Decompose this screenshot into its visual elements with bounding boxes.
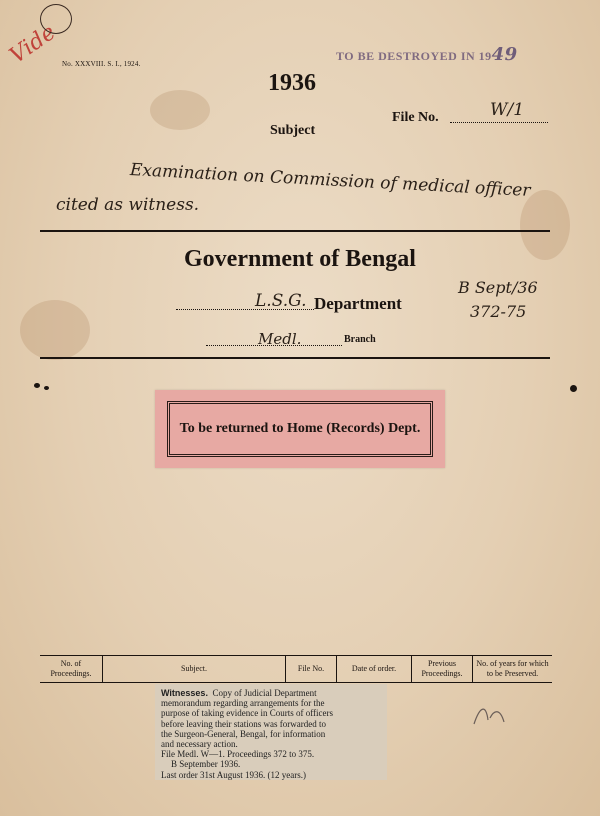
slip-first-line [161, 688, 381, 698]
department-line [176, 309, 314, 310]
col-previous-proceedings: Previous Proceedings. [412, 656, 473, 683]
slip-line: Last order 31st August 1936. (12 years.) [161, 769, 306, 780]
proceedings-note-1: B Sept/36 [458, 278, 538, 297]
ink-spot [34, 383, 40, 388]
slip-line: before leaving their stations was forwarded to [161, 718, 326, 729]
divider-middle [40, 357, 550, 359]
col-proceedings: No. of Proceedings. [40, 656, 103, 683]
government-title: Government of Bengal [184, 246, 416, 272]
branch-label: Branch [344, 334, 376, 345]
destroy-stamp-text: TO BE DESTROYED IN 19 [336, 49, 492, 63]
col-file-no: File No. [286, 656, 337, 683]
corner-circle [40, 4, 72, 34]
paper-stain [20, 300, 90, 360]
divider-top [40, 230, 550, 232]
col-years-preserved: No. of years for which to be Preserved. [473, 656, 553, 683]
slip-line: memorandum regarding arrangements for the [161, 698, 325, 709]
file-no-line [450, 122, 548, 123]
file-year: 1936 [268, 70, 316, 96]
col-subject: Subject. [103, 656, 286, 683]
slip-line: File Medl. W—1. Proceedings 372 to 375. [161, 749, 315, 760]
slip-line: Copy of Judicial Department [212, 688, 317, 698]
slip-line: purpose of taking evidence in Courts of officers [161, 708, 334, 719]
file-no-label: File No. [392, 110, 439, 125]
file-no-value: W/1 [490, 100, 525, 120]
branch-value: Medl. [258, 330, 302, 348]
register-header-row [40, 656, 552, 683]
subject-line-2: cited as witness. [56, 195, 200, 215]
slip-line: the Surgeon-General, Bengal, for information [161, 728, 326, 739]
department-value: L.S.G. [255, 291, 307, 311]
corner-note: Vide [5, 20, 61, 69]
paper-stain [150, 90, 210, 130]
ink-spot [44, 386, 49, 390]
return-label-sticker [155, 390, 445, 468]
register-table [40, 655, 552, 683]
handwritten-initials [470, 700, 510, 730]
branch-line [206, 345, 342, 346]
form-number: No. XXXVIII. S. I., 1924. [62, 60, 141, 68]
subject-label: Subject [270, 123, 316, 138]
ink-spot [570, 385, 577, 392]
slip-line: and necessary action. [161, 739, 238, 750]
destroy-stamp-year: 49 [491, 44, 518, 65]
slip-line: B September 1936. [171, 759, 241, 770]
proceedings-note-2: 372-75 [470, 302, 527, 321]
destroy-stamp [336, 44, 518, 65]
pasted-summary-slip [155, 684, 387, 780]
department-label: Department [314, 294, 402, 313]
return-label-text: To be returned to Home (Records) Dept. [167, 401, 433, 457]
col-date-of-order: Date of order. [337, 656, 412, 683]
slip-title: Witnesses. [161, 688, 208, 698]
subject-line-1: Examination on Commission of medical officer [129, 160, 531, 201]
